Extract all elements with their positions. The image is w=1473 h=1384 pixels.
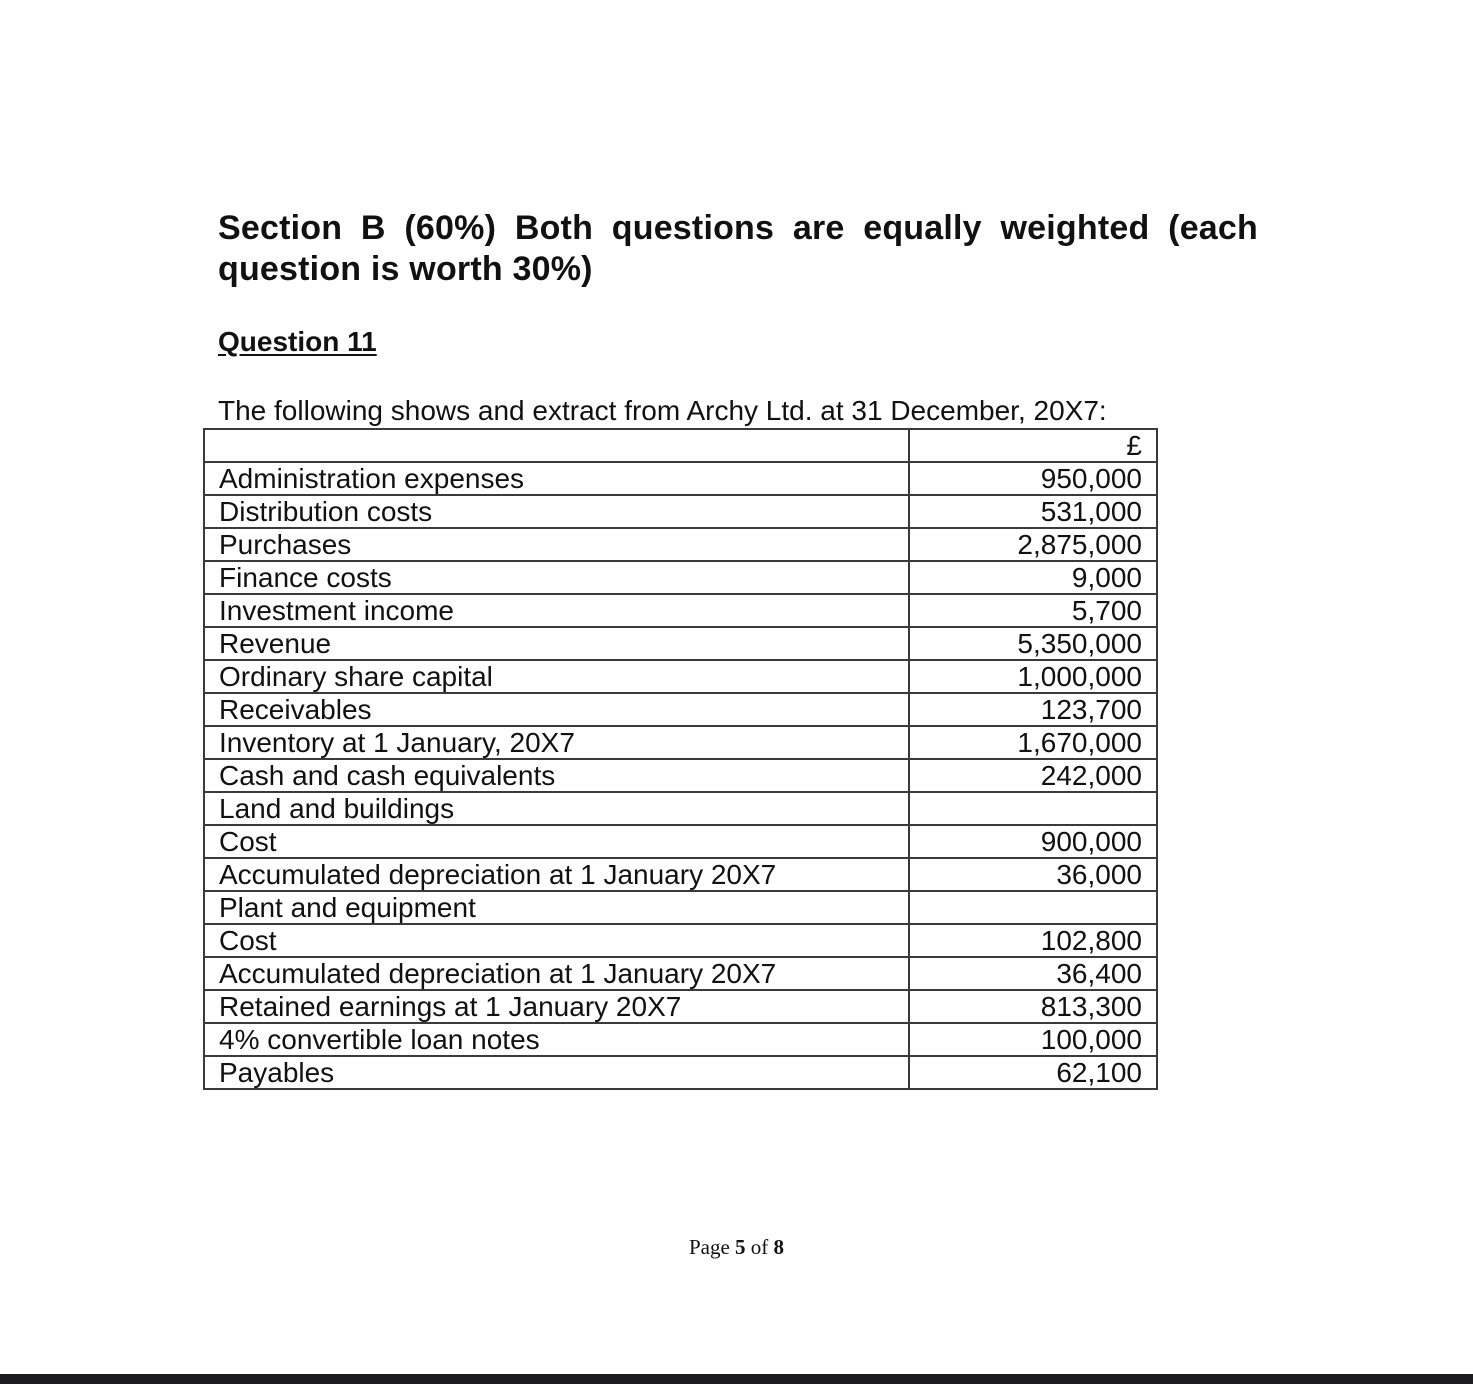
row-amount: 9,000 [909, 561, 1157, 594]
row-amount: 1,670,000 [909, 726, 1157, 759]
row-amount [909, 792, 1157, 825]
row-label: Land and buildings [204, 792, 909, 825]
row-amount: 900,000 [909, 825, 1157, 858]
row-amount: 242,000 [909, 759, 1157, 792]
row-amount: 950,000 [909, 462, 1157, 495]
row-label: Receivables [204, 693, 909, 726]
row-amount: 2,875,000 [909, 528, 1157, 561]
row-label: Cash and cash equivalents [204, 759, 909, 792]
section-title: Section B (60%) Both questions are equally weighted (each question is worth 30%) [218, 209, 1258, 288]
row-label: Finance costs [204, 561, 909, 594]
row-label: Retained earnings at 1 January 20X7 [204, 990, 909, 1023]
table-row [204, 1056, 1157, 1089]
header-label-cell [204, 429, 909, 462]
table-row [204, 891, 1157, 924]
row-amount [909, 891, 1157, 924]
page-word: Page [688, 1235, 730, 1259]
row-amount: 531,000 [909, 495, 1157, 528]
row-amount: 5,350,000 [909, 627, 1157, 660]
row-amount: 100,000 [909, 1023, 1157, 1056]
row-amount: 123,700 [909, 693, 1157, 726]
row-label: Distribution costs [204, 495, 909, 528]
table-row [204, 1023, 1157, 1056]
bottom-bar [0, 1374, 1473, 1384]
row-label: Purchases [204, 528, 909, 561]
table-row [204, 759, 1157, 792]
currency-header: £ [909, 429, 1157, 462]
row-label: Accumulated depreciation at 1 January 20X7 [204, 957, 909, 990]
table-row [204, 462, 1157, 495]
row-amount: 5,700 [909, 594, 1157, 627]
page-footer [0, 1235, 1473, 1260]
table-row [204, 726, 1157, 759]
table-row [204, 825, 1157, 858]
row-amount: 813,300 [909, 990, 1157, 1023]
table-row [204, 561, 1157, 594]
row-label: Ordinary share capital [204, 660, 909, 693]
row-label: Accumulated depreciation at 1 January 20X7 [204, 858, 909, 891]
table-header-row [204, 429, 1157, 462]
table-row [204, 528, 1157, 561]
question-heading: Question 11 [218, 326, 377, 357]
row-label: Cost [204, 924, 909, 957]
row-label: Revenue [204, 627, 909, 660]
row-label: Administration expenses [204, 462, 909, 495]
row-amount: 36,000 [909, 858, 1157, 891]
table-row [204, 924, 1157, 957]
table-row [204, 660, 1157, 693]
page-current: 5 [735, 1235, 746, 1259]
table-row [204, 990, 1157, 1023]
question-intro: The following shows and extract from Archy Ltd. at 31 December, 20X7: [218, 395, 1107, 426]
table-row [204, 693, 1157, 726]
row-label: Inventory at 1 January, 20X7 [204, 726, 909, 759]
table-row [204, 957, 1157, 990]
row-label: Plant and equipment [204, 891, 909, 924]
table-row [204, 858, 1157, 891]
row-label: 4% convertible loan notes [204, 1023, 909, 1056]
extract-table [203, 428, 1158, 1090]
row-amount: 1,000,000 [909, 660, 1157, 693]
row-label: Payables [204, 1056, 909, 1089]
page-total: 8 [773, 1235, 785, 1259]
extract-table-body [204, 429, 1157, 1089]
row-amount: 62,100 [909, 1056, 1157, 1089]
row-label: Cost [204, 825, 909, 858]
table-row [204, 627, 1157, 660]
row-label: Investment income [204, 594, 909, 627]
table-row [204, 792, 1157, 825]
table-row [204, 495, 1157, 528]
of-word: of [750, 1235, 769, 1259]
table-row [204, 594, 1157, 627]
row-amount: 102,800 [909, 924, 1157, 957]
row-amount: 36,400 [909, 957, 1157, 990]
